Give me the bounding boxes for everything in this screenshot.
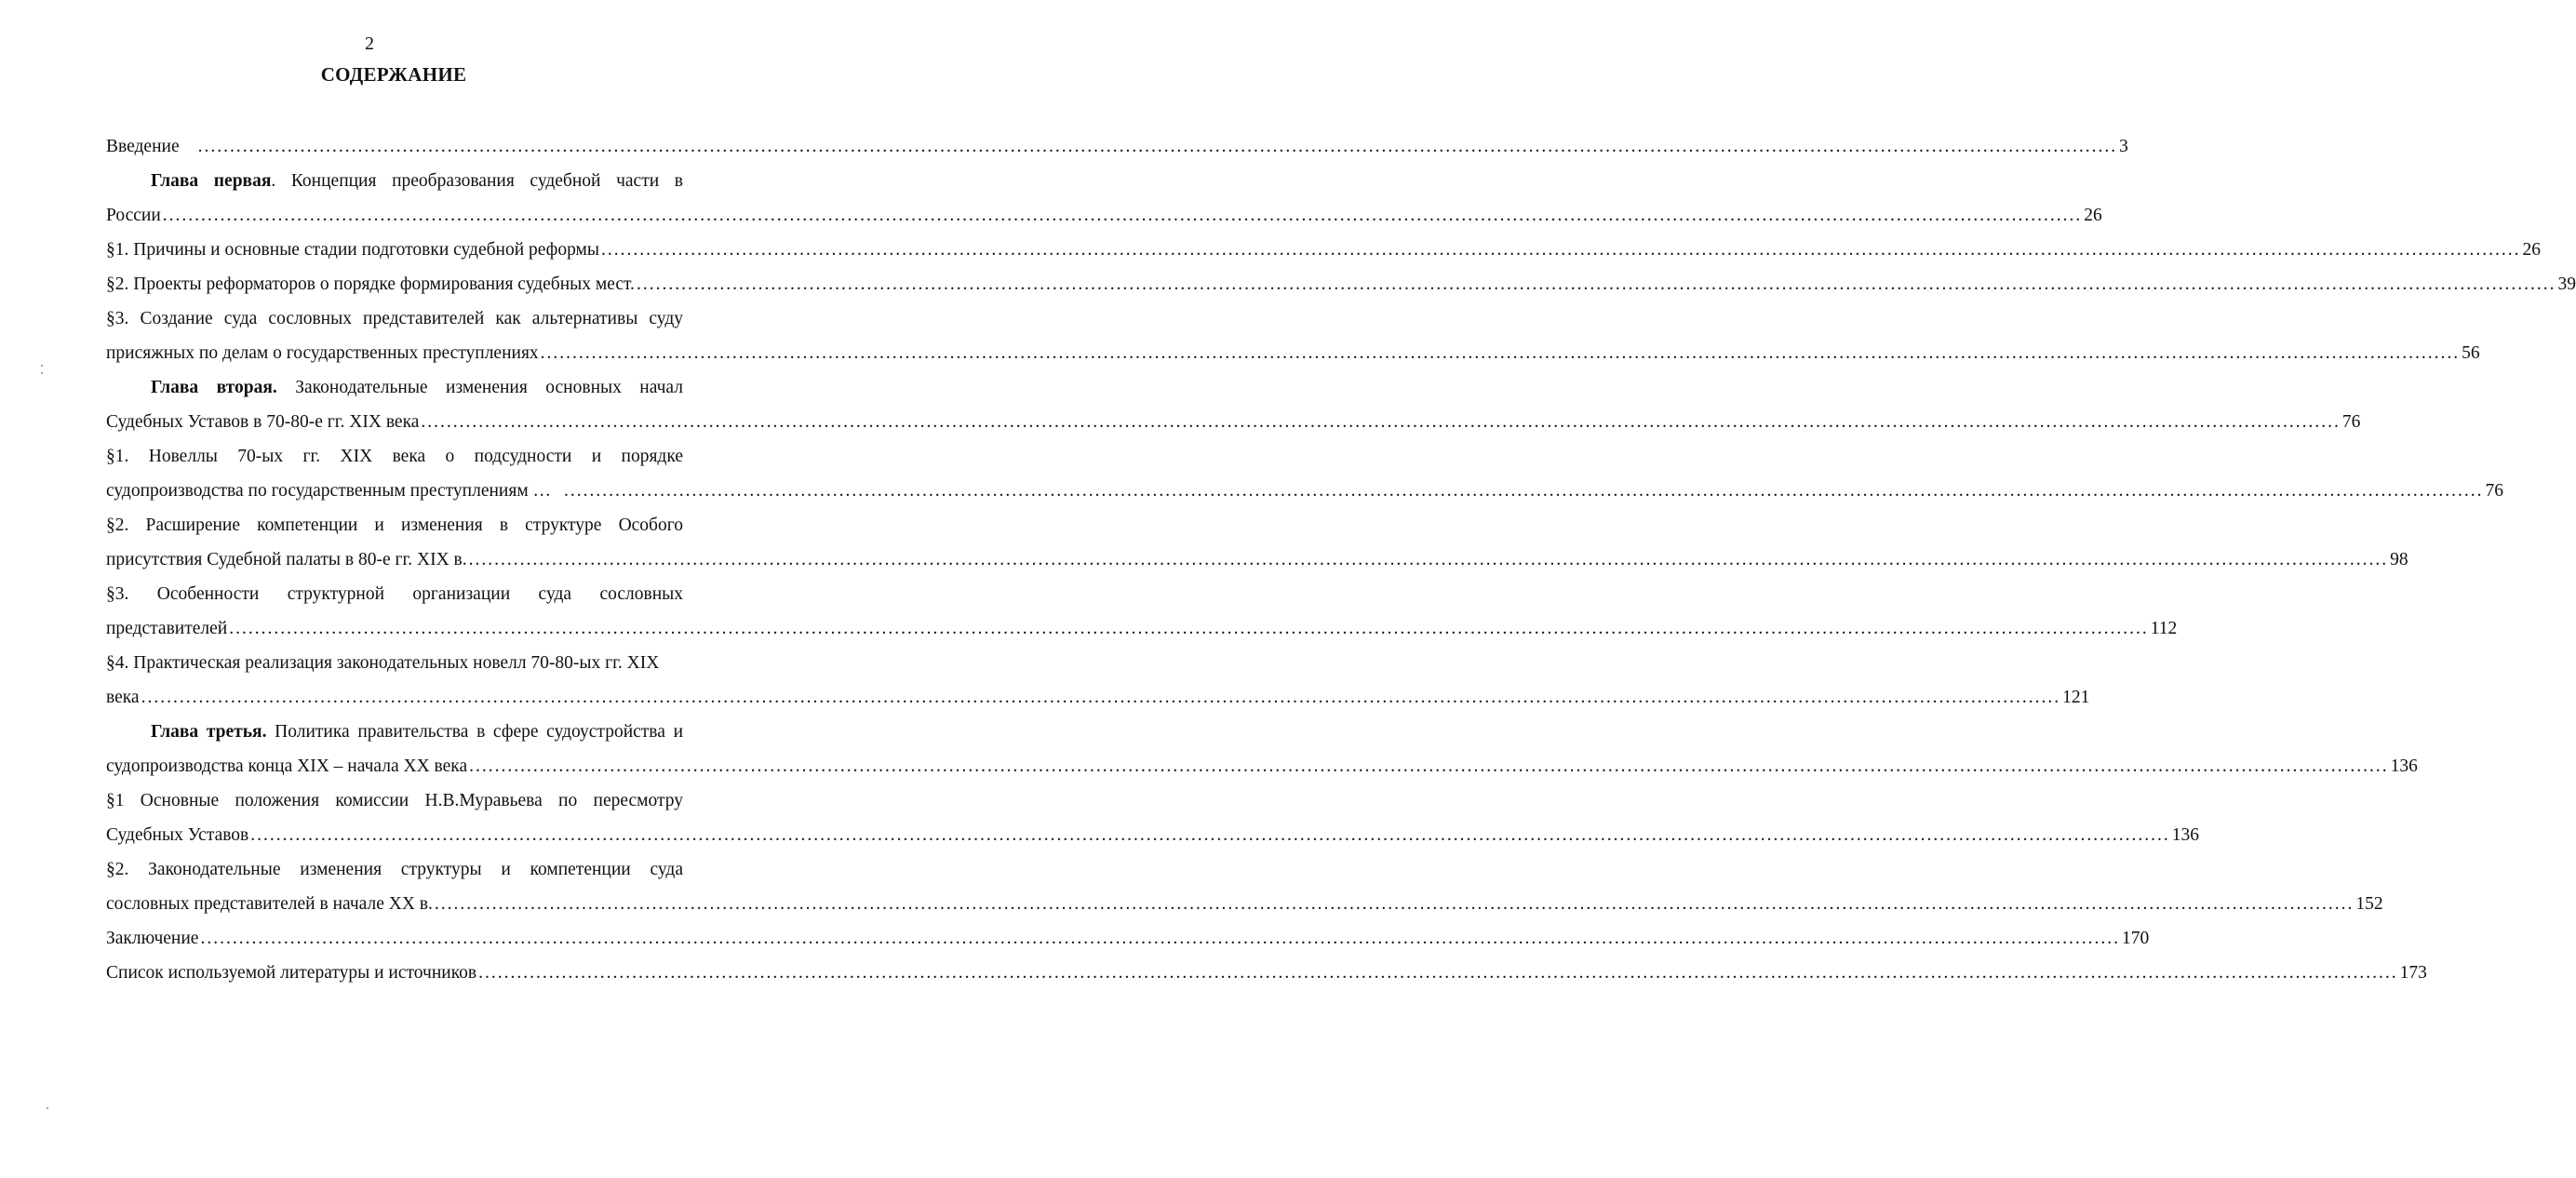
leader-dots: ............................................................................................................................................................................................................................................................................................................ — [250, 825, 2170, 845]
entry-page: 26 — [2084, 206, 2102, 225]
entry-label: §1. Причины и основные стадии подготовки судебной реформы — [106, 240, 599, 260]
leader-dots: ............................................................................................................................................................................................................................................................................................................ — [421, 412, 2341, 432]
toc-entry-ch2-s4-line1[interactable] — [106, 647, 683, 680]
entry-page: 136 — [2171, 825, 2200, 845]
toc-entry-ch1-s3-line2[interactable] — [106, 337, 2480, 370]
entry-label: §3. Создание суда сословных представителей как альтернативы суду — [106, 309, 683, 328]
entry-page: 3 — [2119, 137, 2128, 156]
entry-page: 121 — [2062, 688, 2090, 707]
entry-label: §2. Проекты реформаторов о порядке формирования судебных мест. — [106, 274, 635, 294]
chapter-title-line: судопроизводства конца XIX – начала XX века — [106, 756, 468, 776]
entry-label: §2. Законодательные изменения структуры и компетенции суда — [106, 860, 683, 879]
leader-dots: ............................................................................................................................................................................................................................................................................................................ — [468, 550, 2389, 569]
entry-label: Заключение — [106, 929, 199, 948]
chapter-title-line: Политика правительства в сфере судоустройства и — [266, 722, 684, 742]
toc-entry-chapter-3-title[interactable] — [106, 716, 683, 749]
leader-dots: ............................................................................................................................................................................................................................................................................................................ — [141, 688, 2061, 707]
toc-entry-ch3-s2-line1[interactable] — [106, 853, 683, 887]
toc-entry-ch3-s2-line2[interactable] — [106, 888, 2383, 921]
entry-label: сословных представителей в начале XX в. — [106, 894, 433, 914]
chapter-title-line: Законодательные изменения основных начал — [276, 378, 683, 397]
toc-entry-ch2-s1-line1[interactable] — [106, 440, 683, 474]
entry-page: 98 — [2390, 550, 2408, 569]
toc-entry-chapter-2-title[interactable] — [106, 371, 683, 405]
toc-entry-chapter-1-page[interactable] — [106, 199, 2102, 233]
leader-dots: ............................................................................................................................................................................................................................................................................................................ — [469, 756, 2389, 776]
toc-entry-ch1-s1[interactable] — [106, 234, 2541, 267]
chapter-label: Глава третья. — [151, 722, 267, 742]
entry-label: века — [106, 688, 140, 707]
entry-page: 173 — [2399, 963, 2427, 983]
toc-entry-chapter-2-page[interactable] — [106, 406, 2361, 439]
entry-page: 56 — [2462, 343, 2480, 363]
entry-label: Введение — [106, 137, 180, 156]
leader-dots: ............................................................................................................................................................................................................................................................................................................ — [636, 274, 2556, 294]
entry-page: 76 — [2341, 412, 2361, 432]
toc-entry-ch1-s2[interactable] — [106, 268, 2576, 301]
chapter-title-line: . Концепция преобразования судебной части в — [271, 171, 683, 191]
entry-label: присутствия Судебной палаты в 80-е гг. XIX в. — [106, 550, 467, 569]
toc-entry-ch2-s3-line1[interactable] — [106, 578, 683, 611]
toc-title: СОДЕРЖАНИЕ — [320, 63, 467, 86]
toc-entry-introduction[interactable] — [106, 130, 2128, 164]
toc-entry-chapter-3-page[interactable] — [106, 750, 2418, 783]
scan-speck — [41, 372, 43, 374]
leader-dots: ............................................................................................................................................................................................................................................................................................................ — [540, 343, 2461, 363]
chapter-label: Глава первая — [151, 171, 272, 191]
entry-label: §3. Особенности структурной организации суда сословных — [106, 584, 683, 604]
entry-page: 39 — [2557, 274, 2576, 294]
toc-entry-ch3-s1-line1[interactable] — [106, 784, 683, 818]
entry-page: 76 — [2485, 481, 2504, 501]
leader-dots: ............................................................................................................................................................................................................................................................................................................ — [478, 963, 2398, 983]
entry-page: 112 — [2150, 619, 2178, 638]
toc-entry-ch3-s1-line2[interactable] — [106, 819, 2200, 852]
entry-label: §4. Практическая реализация законодательных новелл 70-80-ых гг. XIX — [106, 653, 660, 673]
toc-entry-ch2-s1-line2[interactable] — [106, 475, 2504, 508]
entry-page: 170 — [2121, 929, 2150, 948]
entry-label: §2. Расширение компетенции и изменения в структуре Особого — [106, 515, 683, 535]
toc-entry-ch2-s2-line2[interactable] — [106, 543, 2408, 577]
leader-dots: ............................................................................................................................................................................................................................................................................................................ — [564, 481, 2484, 501]
leader-dots: ............................................................................................................................................................................................................................................................................................................ — [434, 894, 2355, 914]
leader-dots: ............................................................................................................................................................................................................................................................................................................ — [200, 929, 2120, 948]
leader-dots: ............................................................................................................................................................................................................................................................................................................ — [197, 137, 2118, 156]
chapter-title-line: Судебных Уставов в 70-80-е гг. XIX века — [106, 412, 420, 432]
leader-dots: ............................................................................................................................................................................................................................................................................................................ — [162, 206, 2083, 225]
entry-label: Список используемой литературы и источников — [106, 963, 477, 983]
toc-entry-ch2-s2-line1[interactable] — [106, 509, 683, 542]
toc-entry-chapter-1-title[interactable] — [106, 165, 683, 198]
toc-entry-conclusion[interactable] — [106, 922, 2150, 956]
toc-entry-ch2-s3-line2[interactable] — [106, 612, 2178, 646]
chapter-title-line: России — [106, 206, 161, 225]
entry-label: представителей — [106, 619, 228, 638]
leader-dots: ............................................................................................................................................................................................................................................................................................................ — [229, 619, 2149, 638]
toc-entry-bibliography[interactable] — [106, 957, 2427, 990]
entry-label: §1. Новеллы 70-ых гг. XIX века о подсудности и порядке — [106, 447, 683, 466]
entry-label: судопроизводства по государственным преступлениям … — [106, 481, 552, 501]
leader-dots: ............................................................................................................................................................................................................................................................................................................ — [600, 240, 2521, 260]
toc-entry-ch2-s4-line2[interactable] — [106, 681, 2090, 715]
entry-label: присяжных по делам о государственных преступлениях — [106, 343, 539, 363]
toc-entry-ch1-s3-line1[interactable] — [106, 302, 683, 336]
chapter-label: Глава вторая. — [151, 378, 277, 397]
page-number: 2 — [365, 33, 374, 54]
entry-page: 136 — [2390, 756, 2418, 776]
scan-speck — [47, 1107, 48, 1109]
entry-label: Судебных Уставов — [106, 825, 249, 845]
scan-speck — [41, 365, 43, 367]
entry-page: 26 — [2522, 240, 2541, 260]
entry-label: §1 Основные положения комиссии Н.В.Муравьева по пересмотру — [106, 791, 683, 810]
entry-page: 152 — [2355, 894, 2383, 914]
